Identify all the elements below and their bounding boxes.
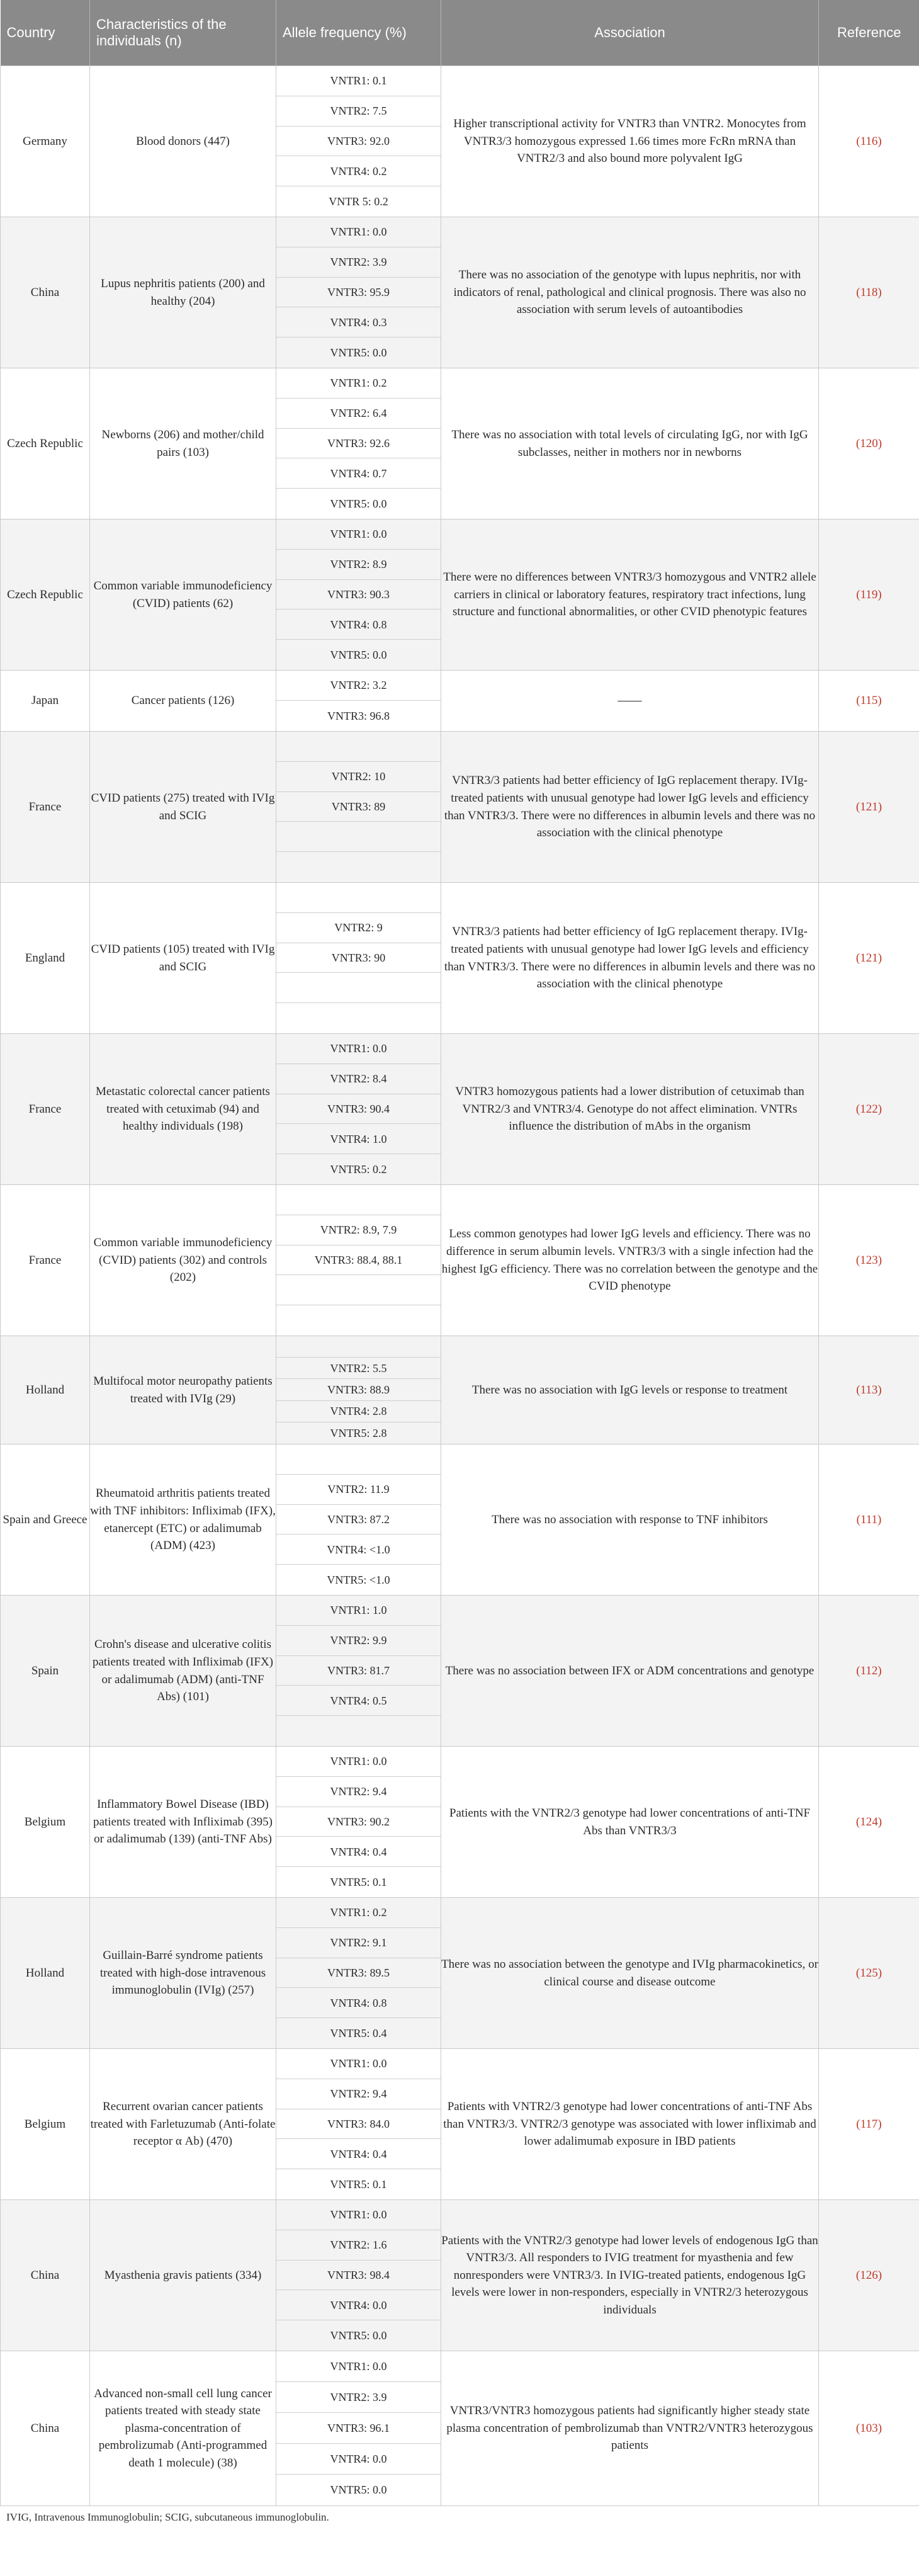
allele-frequency-value: VNTR5: 0.0 — [330, 346, 387, 360]
allele-frequency-value: VNTR2: 3.9 — [276, 2382, 441, 2413]
allele-frequency-value: VNTR2: 8.9 — [276, 550, 441, 580]
allele-frequency-value: VNTR5: 0.4 — [330, 2027, 387, 2040]
allele-frequency-value: VNTR2: 1.6 — [276, 2230, 441, 2261]
allele-frequency-value: VNTR5: 0.0 — [330, 2329, 387, 2342]
allele-frequency-value: VNTR3: 90.3 — [276, 580, 441, 610]
cell-association: VNTR3 homozygous patients had a lower distribution of cetuximab than VNTR2/3 and VNTR3/4. Genotype do not affect elimination. VNTRs influence the distribution of mAbs in the organism — [441, 1034, 819, 1185]
table-row — [1, 2351, 919, 2506]
table-row — [1, 1185, 919, 1336]
cell-reference-link[interactable]: (120) — [819, 368, 919, 519]
allele-frequency-value — [276, 732, 441, 762]
allele-frequency-value: VNTR2: 7.5 — [276, 96, 441, 127]
allele-frequency-value — [276, 1305, 441, 1336]
cell-characteristics: Recurrent ovarian cancer patients treated with Farletuzumab (Anti-folate receptor α Ab) (470) — [90, 2049, 276, 2200]
allele-frequency-value: VNTR2: 9.4 — [276, 2079, 441, 2109]
cell-reference-link[interactable]: (118) — [819, 217, 919, 368]
allele-frequency-value: VNTR1: 0.2 — [276, 1898, 441, 1928]
cell-country: Spain and Greece — [1, 1444, 90, 1596]
table-row — [1, 1596, 919, 1747]
allele-frequency-value: VNTR3: 90.4 — [276, 1094, 441, 1125]
allele-frequency-value: VNTR3: 89 — [276, 792, 441, 822]
allele-frequency-value: VNTR4: 0.4 — [276, 1837, 441, 1867]
table-body — [1, 66, 919, 2506]
table-row — [1, 1336, 919, 1444]
cell-characteristics: Cancer patients (126) — [90, 671, 276, 732]
cell-reference-link[interactable]: (113) — [819, 1336, 919, 1444]
allele-frequency-value: VNTR1: 0.0 — [276, 2200, 441, 2230]
cell-reference-link[interactable]: (117) — [819, 2049, 919, 2200]
allele-frequency-value: VNTR5: <1.0 — [327, 1574, 390, 1587]
allele-frequency-value: VNTR3: 96.8 — [327, 709, 390, 722]
cell-allele-frequency — [276, 2351, 441, 2506]
cell-country: Holland — [1, 1898, 90, 2049]
cell-country: Belgium — [1, 2049, 90, 2200]
allele-frequency-value: VNTR3: 89.5 — [276, 1958, 441, 1989]
cell-country: France — [1, 1185, 90, 1336]
table-row — [1, 1034, 919, 1185]
cell-association: There was no association with response to TNF inhibitors — [441, 1444, 819, 1596]
allele-frequency-value: VNTR4: 0.3 — [276, 307, 441, 338]
allele-frequency-value: VNTR1: 0.0 — [276, 217, 441, 247]
cell-characteristics: Inflammatory Bowel Disease (IBD) patients treated with Infliximab (395) or adalimumab (139) (anti-TNF Abs) — [90, 1747, 276, 1898]
header-association: Association — [441, 0, 819, 66]
header-reference: Reference — [819, 0, 919, 66]
cell-allele-frequency — [276, 1336, 441, 1444]
cell-characteristics: Multifocal motor neuropathy patients treated with IVIg (29) — [90, 1336, 276, 1444]
allele-frequency-value: VNTR3: 81.7 — [276, 1656, 441, 1686]
allele-frequency-value: VNTR1: 0.0 — [276, 2351, 441, 2382]
cell-characteristics: Advanced non-small cell lung cancer patients treated with steady state plasma-concentration of pembrolizumab (Anti-programmed death 1 molecule) (38) — [90, 2351, 276, 2506]
cell-allele-frequency — [276, 368, 441, 519]
cell-country: France — [1, 1034, 90, 1185]
table-row — [1, 368, 919, 519]
allele-frequency-value: VNTR2: 9.1 — [276, 1928, 441, 1958]
cell-allele-frequency — [276, 2049, 441, 2200]
allele-frequency-value: VNTR2: 5.5 — [276, 1358, 441, 1379]
table-row — [1, 883, 919, 1034]
allele-frequency-value: VNTR 5: 0.2 — [329, 195, 388, 208]
cell-country: China — [1, 2200, 90, 2351]
allele-frequency-value: VNTR2: 6.4 — [276, 399, 441, 429]
allele-frequency-value — [276, 1716, 441, 1746]
cell-allele-frequency — [276, 519, 441, 671]
cell-association: Patients with the VNTR2/3 genotype had lower levels of endogenous IgG than VNTR3/3. All responders to IVIG treatment for myasthenia and few nonresponders were VNTR3/3. In IVIG-treated patients, endogenous IgG levels were lower in non-responders, especially in VNTR2/3 heterozygous individuals — [441, 2200, 819, 2351]
cell-reference-link[interactable]: (119) — [819, 519, 919, 671]
cell-association: There was no association between the genotype and IVIg pharmacokinetics, or clinical course and disease outcome — [441, 1898, 819, 2049]
cell-association: There was no association with total levels of circulating IgG, nor with IgG subclasses, neither in mothers nor in newborns — [441, 368, 819, 519]
allele-frequency-value: VNTR4: 0.8 — [276, 1988, 441, 2018]
cell-reference-link[interactable]: (125) — [819, 1898, 919, 2049]
cell-allele-frequency — [276, 217, 441, 368]
table-header-row — [1, 0, 919, 66]
allele-frequency-value: VNTR3: 84.0 — [276, 2109, 441, 2140]
cell-characteristics: Crohn's disease and ulcerative colitis patients treated with Infliximab (IFX) or adalimumab (ADM) (anti-TNF Abs) (101) — [90, 1596, 276, 1747]
allele-frequency-value: VNTR2: 3.2 — [276, 671, 441, 701]
allele-frequency-value: VNTR1: 0.0 — [276, 1747, 441, 1777]
table-row — [1, 217, 919, 368]
table-row — [1, 66, 919, 217]
table-row — [1, 1444, 919, 1596]
cell-association: There was no association of the genotype with lupus nephritis, nor with indicators of renal, pathological and clinical prognosis. There was also no association with serum levels of autoantibodies — [441, 217, 819, 368]
allele-frequency-value: VNTR4: 0.4 — [276, 2139, 441, 2169]
cell-characteristics: Rheumatoid arthritis patients treated with TNF inhibitors: Infliximab (IFX), etanercept (ETC) or adalimumab (ADM) (423) — [90, 1444, 276, 1596]
cell-allele-frequency — [276, 1444, 441, 1596]
cell-country: Belgium — [1, 1747, 90, 1898]
allele-frequency-value: VNTR3: 88.9 — [276, 1379, 441, 1400]
cell-reference-link[interactable]: (121) — [819, 883, 919, 1034]
cell-country: China — [1, 217, 90, 368]
allele-frequency-value: VNTR3: 88.4, 88.1 — [276, 1245, 441, 1276]
table-row — [1, 2200, 919, 2351]
allele-frequency-value — [276, 1003, 441, 1033]
allele-frequency-value: VNTR3: 92.6 — [276, 429, 441, 459]
cell-allele-frequency — [276, 1596, 441, 1747]
cell-association: VNTR3/VNTR3 homozygous patients had significantly higher steady state plasma concentration of pembrolizumab than VNTR2/VNTR3 heterozygous patients — [441, 2351, 819, 2506]
cell-allele-frequency — [276, 883, 441, 1034]
cell-reference-link[interactable]: (121) — [819, 732, 919, 883]
header-allele-frequency: Allele frequency (%) — [276, 0, 441, 66]
header-characteristics: Characteristics of the individuals (n) — [90, 0, 276, 66]
cell-allele-frequency — [276, 671, 441, 732]
allele-frequency-value: VNTR2: 9 — [276, 913, 441, 943]
cell-characteristics: Guillain-Barré syndrome patients treated with high-dose intravenous immunoglobulin (IVIg) (257) — [90, 1898, 276, 2049]
allele-frequency-value: VNTR2: 10 — [276, 762, 441, 792]
allele-frequency-value: VNTR5: 0.2 — [330, 1163, 387, 1176]
cell-association: There was no association between IFX or ADM concentrations and genotype — [441, 1596, 819, 1747]
allele-frequency-value — [276, 973, 441, 1003]
table-row — [1, 1898, 919, 2049]
allele-frequency-value: VNTR2: 9.9 — [276, 1626, 441, 1656]
allele-frequency-value: VNTR5: 0.0 — [330, 497, 387, 511]
cell-country: Holland — [1, 1336, 90, 1444]
cell-country: Czech Republic — [1, 519, 90, 671]
cell-association: Patients with the VNTR2/3 genotype had lower concentrations of anti-TNF Abs than VNTR3/3 — [441, 1747, 819, 1898]
cell-association: Patients with VNTR2/3 genotype had lower concentrations of anti-TNF Abs than VNTR3/3. VNTR2/3 genotype was associated with lower infliximab and lower adalimumab exposure in IBD patients — [441, 2049, 819, 2200]
cell-country: England — [1, 883, 90, 1034]
allele-frequency-value: VNTR4: 1.0 — [276, 1124, 441, 1154]
allele-frequency-value: VNTR2: 8.4 — [276, 1064, 441, 1094]
cell-reference-link[interactable]: (126) — [819, 2200, 919, 2351]
cell-reference-link[interactable]: (111) — [819, 1444, 919, 1596]
allele-frequency-value: VNTR5: 2.8 — [330, 1426, 387, 1439]
cell-allele-frequency — [276, 1185, 441, 1336]
allele-frequency-value: VNTR5: 0.0 — [330, 2483, 387, 2497]
allele-frequency-value — [276, 822, 441, 852]
allele-frequency-value: VNTR4: 0.8 — [276, 610, 441, 640]
cell-association: There were no differences between VNTR3/3 homozygous and VNTR2 allele carriers in clinical or laboratory features, respiratory tract infections, lung structure and functional abnormalities, or other CVID phenotypic features — [441, 519, 819, 671]
allele-frequency-value: VNTR3: 96.1 — [276, 2413, 441, 2444]
allele-frequency-value — [276, 1275, 441, 1305]
allele-frequency-value: VNTR1: 0.0 — [276, 519, 441, 550]
cell-allele-frequency — [276, 732, 441, 883]
allele-frequency-value: VNTR1: 0.1 — [276, 66, 441, 96]
cell-characteristics: CVID patients (275) treated with IVIg and SCIG — [90, 732, 276, 883]
allele-frequency-value: VNTR2: 9.4 — [276, 1777, 441, 1807]
header-country: Country — [1, 0, 90, 66]
allele-frequency-value — [276, 852, 441, 882]
cell-characteristics: Common variable immunodeficiency (CVID) patients (62) — [90, 519, 276, 671]
cell-allele-frequency — [276, 66, 441, 217]
cell-reference-link[interactable]: (123) — [819, 1185, 919, 1336]
allele-frequency-value: VNTR3: 90.2 — [276, 1807, 441, 1837]
table-footnote: IVIG, Intravenous Immunoglobulin; SCIG, subcutaneous immunoglobulin. — [6, 2511, 329, 2523]
allele-frequency-value: VNTR1: 0.0 — [276, 1034, 441, 1064]
cell-characteristics: Lupus nephritis patients (200) and healthy (204) — [90, 217, 276, 368]
cell-reference-link[interactable]: (112) — [819, 1596, 919, 1747]
allele-frequency-value: VNTR5: 0.0 — [330, 649, 387, 662]
table-row — [1, 2049, 919, 2200]
allele-frequency-value: VNTR4: 0.7 — [276, 458, 441, 489]
cell-characteristics: Common variable immunodeficiency (CVID) patients (302) and controls (202) — [90, 1185, 276, 1336]
cell-country: Spain — [1, 1596, 90, 1747]
table-row — [1, 519, 919, 671]
cell-country: China — [1, 2351, 90, 2506]
allele-frequency-value: VNTR5: 0.1 — [330, 2178, 387, 2191]
cell-country: France — [1, 732, 90, 883]
cell-country: Germany — [1, 66, 90, 217]
allele-frequency-value — [276, 1444, 441, 1475]
allele-frequency-value: VNTR5: 0.1 — [330, 1876, 387, 1889]
table-row — [1, 732, 919, 883]
allele-frequency-value: VNTR1: 0.0 — [276, 2049, 441, 2079]
allele-frequency-value: VNTR2: 11.9 — [276, 1475, 441, 1505]
table-row — [1, 671, 919, 732]
cell-reference-link[interactable]: (115) — [819, 671, 919, 732]
allele-frequency-value: VNTR4: 0.5 — [276, 1686, 441, 1716]
allele-frequency-value: VNTR2: 8.9, 7.9 — [276, 1215, 441, 1245]
cell-allele-frequency — [276, 2200, 441, 2351]
cell-allele-frequency — [276, 1747, 441, 1898]
allele-frequency-value: VNTR4: 2.8 — [276, 1401, 441, 1422]
allele-frequency-value: VNTR4: <1.0 — [276, 1535, 441, 1565]
cell-association: VNTR3/3 patients had better efficiency of IgG replacement therapy. IVIg-treated patients with unusual genotype had lower IgG levels and efficiency than VNTR3/3. There were no differences in albumin levels and there was no association with the clinical phenotype — [441, 883, 819, 1034]
cell-association: Less common genotypes had lower IgG levels and efficiency. There was no difference in serum albumin levels. VNTR3/3 with a single infection had the highest IgG efficiency. There was no correlation between the genotype and the CVID phenotype — [441, 1185, 819, 1336]
cell-association: VNTR3/3 patients had better efficiency of IgG replacement therapy. IVIg-treated patients with unusual genotype had lower IgG levels and efficiency than VNTR3/3. There were no differences in albumin levels and there was no association with the clinical phenotype — [441, 732, 819, 883]
cell-characteristics: Myasthenia gravis patients (334) — [90, 2200, 276, 2351]
cell-reference-link[interactable]: (122) — [819, 1034, 919, 1185]
allele-frequency-value — [276, 1336, 441, 1358]
allele-frequency-value: VNTR3: 98.4 — [276, 2261, 441, 2291]
allele-frequency-value: VNTR3: 87.2 — [276, 1505, 441, 1535]
cell-allele-frequency — [276, 1034, 441, 1185]
allele-frequency-value: VNTR4: 0.0 — [276, 2444, 441, 2475]
cell-allele-frequency — [276, 1898, 441, 2049]
cell-characteristics: Metastatic colorectal cancer patients treated with cetuximab (94) and healthy individuals (198) — [90, 1034, 276, 1185]
cell-country: Czech Republic — [1, 368, 90, 519]
cell-characteristics: Newborns (206) and mother/child pairs (103) — [90, 368, 276, 519]
cell-reference-link[interactable]: (124) — [819, 1747, 919, 1898]
cell-association: Higher transcriptional activity for VNTR3 than VNTR2. Monocytes from VNTR3/3 homozygous expressed 1.66 times more FcRn mRNA than VNTR2/3 and also bound more polyvalent IgG — [441, 66, 819, 217]
allele-frequency-value: VNTR3: 90 — [276, 943, 441, 973]
allele-frequency-value: VNTR1: 1.0 — [276, 1596, 441, 1626]
allele-frequency-value: VNTR2: 3.9 — [276, 247, 441, 278]
cell-characteristics: CVID patients (105) treated with IVIg and SCIG — [90, 883, 276, 1034]
allele-frequency-value: VNTR4: 0.2 — [276, 156, 441, 186]
cell-characteristics: Blood donors (447) — [90, 66, 276, 217]
allele-frequency-value: VNTR1: 0.2 — [276, 368, 441, 399]
cell-association: There was no association with IgG levels or response to treatment — [441, 1336, 819, 1444]
allele-frequency-value: VNTR4: 0.0 — [276, 2290, 441, 2320]
cell-reference-link[interactable]: (103) — [819, 2351, 919, 2506]
allele-frequency-value: VNTR3: 92.0 — [276, 127, 441, 157]
allele-frequency-value: VNTR3: 95.9 — [276, 278, 441, 308]
cell-reference-link[interactable]: (116) — [819, 66, 919, 217]
cell-country: Japan — [1, 671, 90, 732]
allele-frequency-value — [276, 883, 441, 913]
cell-association: —— — [441, 671, 819, 732]
table-row — [1, 1747, 919, 1898]
allele-frequency-value — [276, 1185, 441, 1215]
